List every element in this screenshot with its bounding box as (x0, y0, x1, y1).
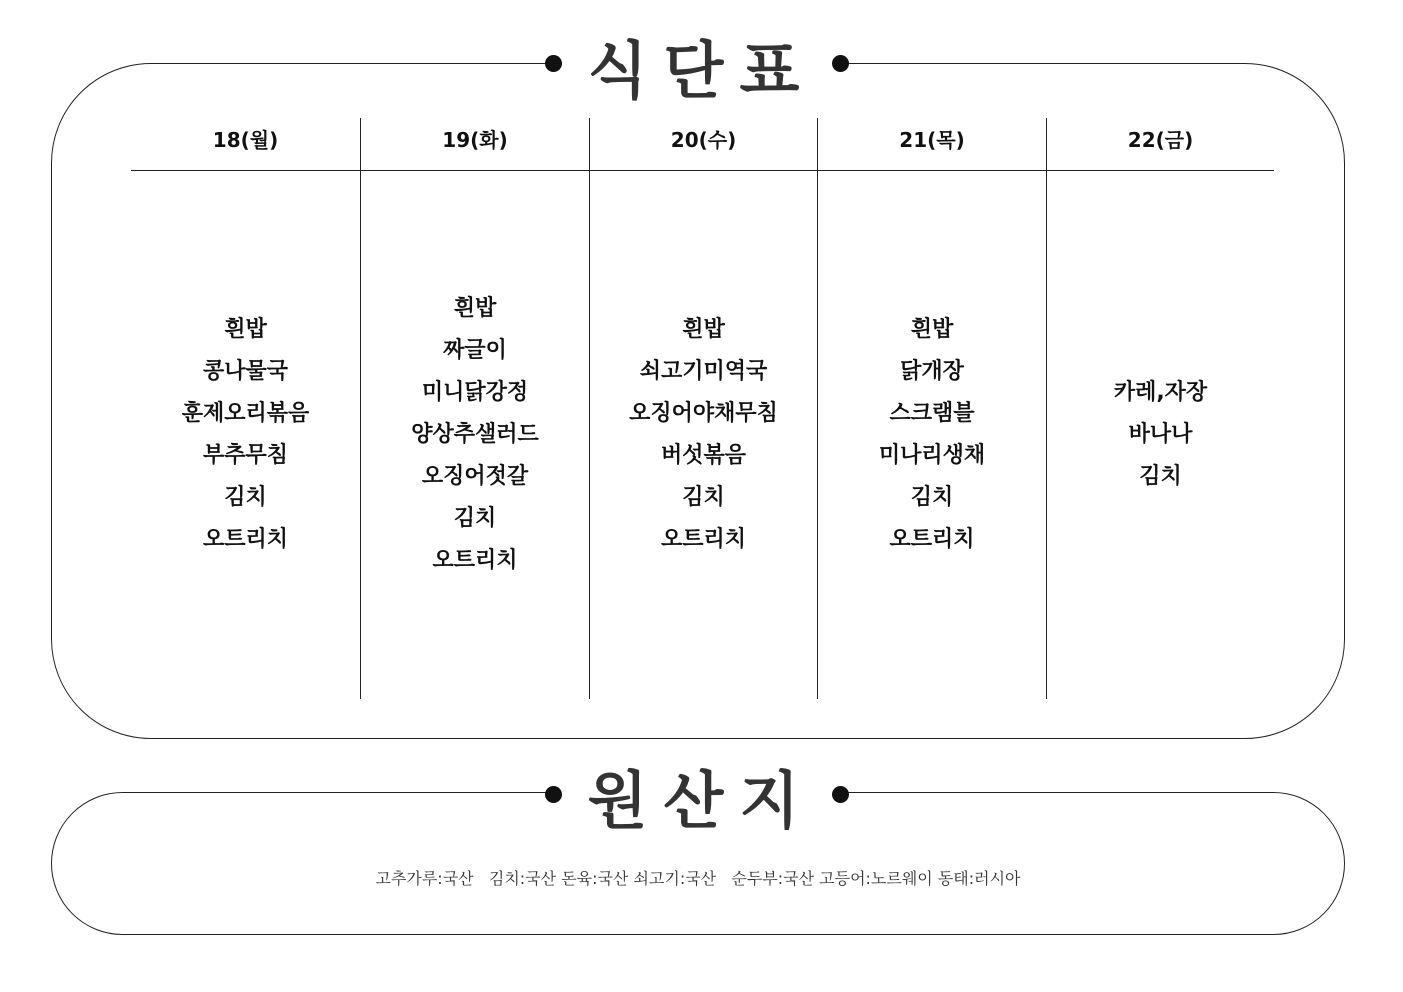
day-column-fri (1046, 118, 1274, 699)
dish-item: 훈제오리볶음 (181, 401, 310, 426)
day-column-wed (589, 118, 817, 699)
dish-item: 버섯볶음 (660, 443, 746, 468)
dish-item: 카레,자장 (1113, 380, 1208, 405)
dish-item: 미나리생채 (878, 443, 986, 468)
dish-item: 오트리치 (202, 527, 288, 552)
menu-title: 식단표 (587, 34, 816, 107)
origin-text: 고추가루:국산 김치:국산 돈육:국산 쇠고기:국산 순두부:국산 고등어:노르웨이 동태:러시아 (375, 869, 1021, 888)
dish-item: 흰밥 (910, 317, 954, 342)
dish-item: 오트리치 (889, 527, 975, 552)
dish-list (131, 171, 360, 699)
day-column-tue (360, 118, 589, 699)
dish-item: 쇠고기미역국 (639, 359, 768, 384)
day-header: 18(월) (212, 128, 279, 152)
dish-item: 김치 (682, 485, 725, 510)
dish-item: 오징어젓갈 (421, 464, 529, 489)
day-header: 19(화) (442, 128, 508, 152)
day-header: 20(수) (670, 128, 737, 152)
day-column-thu (817, 118, 1046, 699)
dish-item: 짜글이 (443, 338, 507, 363)
dish-item: 김치 (453, 506, 497, 531)
dish-item: 오트리치 (432, 548, 518, 573)
dish-item: 오트리치 (660, 527, 746, 552)
dish-item: 콩나물국 (202, 359, 288, 384)
menu-table (131, 118, 1274, 699)
dish-list (1047, 171, 1274, 699)
dish-list (590, 171, 817, 699)
dish-item: 바나나 (1128, 422, 1193, 447)
dish-list (818, 171, 1046, 699)
dish-item: 스크램블 (889, 401, 975, 426)
dish-item: 김치 (1139, 464, 1182, 489)
dish-item: 흰밥 (682, 317, 725, 342)
dish-item: 오징어야채무침 (629, 401, 778, 426)
dish-item: 김치 (224, 485, 267, 510)
day-header: 22(금) (1127, 128, 1194, 152)
dish-item: 미니닭강정 (421, 380, 529, 405)
origin-title: 원산지 (587, 764, 816, 837)
day-column-mon (131, 118, 360, 699)
dish-item: 닭개장 (900, 359, 964, 384)
day-header: 21(목) (899, 128, 965, 152)
dish-item: 흰밥 (224, 317, 267, 342)
dish-item: 김치 (910, 485, 954, 510)
dish-item: 부추무침 (202, 443, 288, 468)
dish-item: 흰밥 (453, 296, 497, 321)
dish-item: 양상추샐러드 (411, 422, 539, 447)
dish-list (361, 171, 589, 699)
